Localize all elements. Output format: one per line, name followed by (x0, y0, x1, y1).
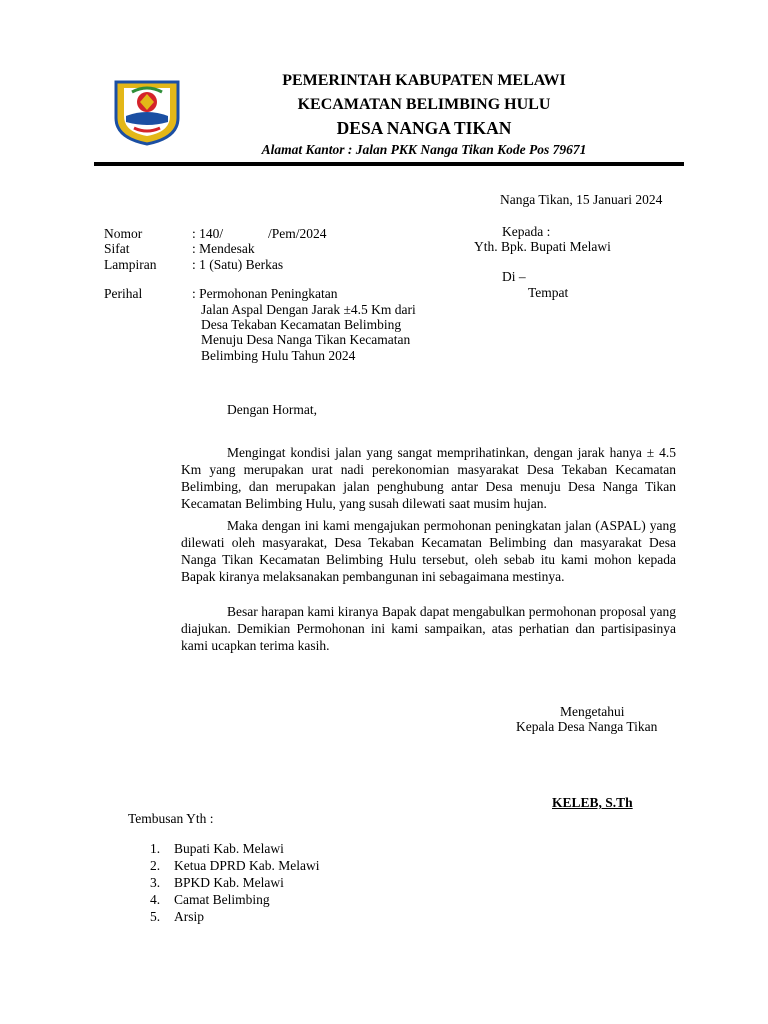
perihal-line: Belimbing Hulu Tahun 2024 (201, 348, 356, 363)
perihal-line: : Permohonan Peningkatan (192, 286, 338, 301)
list-item (150, 908, 319, 925)
perihal-line: Jalan Aspal Dengan Jarak ±4.5 Km dari (201, 302, 416, 317)
list-item (150, 857, 319, 874)
paragraph-text: Maka dengan ini kami mengajukan permohonan peningkatan jalan (ASPAL) yang dilewati oleh masyarakat, Desa Tekaban Kecamatan Belimbing dan masyarakat Desa Nanga Tikan Kecamatan Belimbing Hulu tersebut, oleh sebab itu kami mohon kepada Bapak kiranya melaksanakan pembangunan ini sebagaimana mestinya. (181, 518, 676, 584)
letterhead-village: DESA NANGA TIKAN (336, 118, 512, 138)
recipient-tempat: Tempat (528, 285, 569, 300)
letterhead-address: Alamat Kantor : Jalan PKK Nanga Tikan Kode Pos 79671 (261, 142, 587, 157)
list-text: Ketua DPRD Kab. Melawi (174, 858, 320, 873)
greeting: Dengan Hormat, (227, 402, 317, 417)
body-paragraph-2 (181, 517, 676, 585)
list-number: 5. (150, 909, 161, 924)
list-text: Camat Belimbing (174, 892, 270, 907)
body-paragraph-3 (181, 603, 676, 654)
list-item (150, 840, 319, 857)
cc-heading: Tembusan Yth : (128, 811, 214, 826)
nomor-suffix: /Pem/2024 (268, 226, 327, 241)
list-text: Arsip (174, 909, 204, 924)
list-number: 4. (150, 892, 161, 907)
sifat-value: : Mendesak (192, 241, 255, 256)
list-text: Bupati Kab. Melawi (174, 841, 284, 856)
list-text: BPKD Kab. Melawi (174, 875, 284, 890)
letterhead-district: KECAMATAN BELIMBING HULU (297, 96, 551, 113)
signature-mengetahui: Mengetahui (560, 704, 625, 719)
list-number: 2. (150, 858, 161, 873)
letterhead-divider (94, 162, 684, 166)
sifat-label: Sifat (104, 241, 130, 256)
lampiran-value: : 1 (Satu) Berkas (192, 257, 284, 272)
list-number: 3. (150, 875, 161, 890)
list-item (150, 891, 319, 908)
nomor-label: Nomor (104, 226, 143, 241)
body-paragraph-1 (181, 444, 676, 512)
signature-title: Kepala Desa Nanga Tikan (516, 719, 658, 734)
recipient-name: Yth. Bpk. Bupati Melawi (474, 239, 611, 254)
recipient-kepada: Kepada : (502, 224, 551, 239)
recipient-di: Di – (502, 269, 526, 284)
list-item (150, 874, 319, 891)
letter-date: Nanga Tikan, 15 Januari 2024 (500, 192, 663, 207)
perihal-line: Desa Tekaban Kecamatan Belimbing (201, 317, 402, 332)
paragraph-text: Mengingat kondisi jalan yang sangat memprihatinkan, dengan jarak hanya ± 4.5 Km yang merupakan urat nadi perekonomian masyarakat Desa Tekaban Kecamatan Belimbing, dan merupakan jalan penghubung antar Desa menuju Desa Nanga Tikan Kecamatan Belimbing Hulu, yang susah dilewati saat musim hujan. (181, 445, 676, 511)
perihal-line: Menuju Desa Nanga Tikan Kecamatan (201, 332, 411, 347)
signature-name: KELEB, S.Th (552, 795, 633, 810)
list-number: 1. (150, 841, 161, 856)
letterhead-government: PEMERINTAH KABUPATEN MELAWI (282, 72, 566, 89)
lampiran-label: Lampiran (104, 257, 157, 272)
paragraph-text: Besar harapan kami kiranya Bapak dapat mengabulkan permohonan proposal yang diajukan. Demikian Permohonan ini kami sampaikan, atas perhatian dan partisipasinya kami ucapkan terima kasih. (181, 604, 676, 653)
perihal-label: Perihal (104, 286, 143, 301)
cc-list (150, 840, 319, 925)
nomor-value: : 140/ (192, 226, 224, 241)
